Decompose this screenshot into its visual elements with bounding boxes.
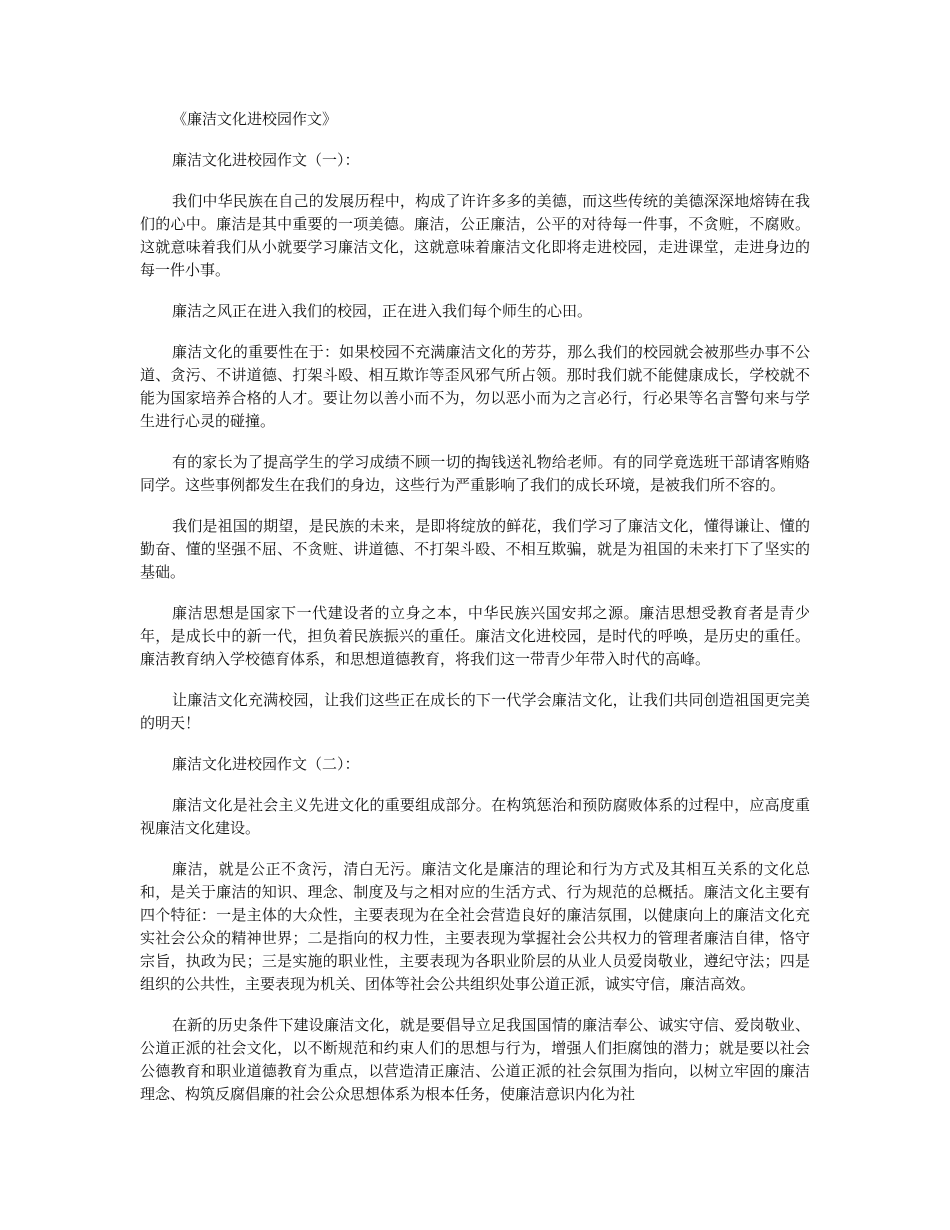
paragraph: 廉洁，就是公正不贪污，清白无污。廉洁文化是廉洁的理论和行为方式及其相互关系的文化总和，是关于廉洁的知识、理念、制度及与之相对应的生活方式、行为规范的总概括。廉洁文化主要有四个特征：一是主体的大众性，主要表现为在全社会营造良好的廉洁氛围，以健康向上的廉洁文化充实社会公众的精神世界；二是指向的权力性，主要表现为掌握社会公共权力的管理者廉洁自律，恪守宗旨，执政为民；三是实施的职业性，主要表现为各职业阶层的从业人员爱岗敬业，遵纪守法；四是组织的公共性，主要表现为机关、团体等社会公共组织处事公道正派，诚实守信，廉洁高效。 [140,860,810,993]
document-title: 《廉洁文化进校园作文》 [172,110,338,128]
section-heading-1: 廉洁文化进校园作文（一）： [172,151,360,169]
document-body [140,108,810,1124]
paragraph: 廉洁文化是社会主义先进文化的重要组成部分。在构筑惩治和预防腐败体系的过程中，应高度重视廉洁文化建设。 [140,796,810,837]
paragraph: 让廉洁文化充满校园，让我们这些正在成长的下一代学会廉洁文化，让我们共同创造祖国更完美的明天！ [140,691,810,732]
paragraph: 有的家长为了提高学生的学习成绩不顾一切的掏钱送礼物给老师。有的同学竟选班干部请客贿赂同学。这些事例都发生在我们的身边，这些行为严重影响了我们的成长环境，是被我们所不容的。 [140,453,810,494]
section-heading-2: 廉洁文化进校园作文（二）： [172,755,360,773]
paragraph: 廉洁之风正在进入我们的校园，正在进入我们每个师生的心田。 [172,302,593,320]
paragraph: 廉洁思想是国家下一代建设者的立身之本，中华民族兴国安邦之源。廉洁思想受教育者是青少年，是成长中的新一代，担负着民族振兴的重任。廉洁文化进校园，是时代的呼唤，是历史的重任。廉洁教育纳入学校德育体系，和思想道德教育，将我们这一带青少年带入时代的高峰。 [140,604,810,668]
paragraph: 在新的历史条件下建设廉洁文化，就是要倡导立足我国国情的廉洁奉公、诚实守信、爱岗敬业、公道正派的社会文化，以不断规范和约束人们的思想与行为，增强人们拒腐蚀的潜力；就是要以社会公德教育和职业道德教育为重点，以营造清正廉洁、公道正派的社会氛围为指向，以树立牢固的廉洁理念、构筑反腐倡廉的社会公众思想体系为根本任务，使廉洁意识内化为社 [140,1016,810,1103]
paragraph: 我们中华民族在自己的发展历程中，构成了许许多多的美德，而这些传统的美德深深地熔铸在我们的心中。廉洁是其中重要的一项美德。廉洁，公正廉洁，公平的对待每一件事，不贪赃，不腐败。这就意味着我们从小就要学习廉洁文化，这就意味着廉洁文化即将走进校园，走进课堂，走进身边的每一件小事。 [140,192,810,279]
paragraph: 廉洁文化的重要性在于：如果校园不充满廉洁文化的芳芬，那么我们的校园就会被那些办事不公道、贪污、不讲道德、打架斗殴、相互欺诈等歪风邪气所占领。那时我们就不能健康成长，学校就不能为国家培养合格的人才。要让勿以善小而不为，勿以恶小而为之言必行，行必果等名言警句来与学生进行心灵的碰撞。 [140,343,810,430]
paragraph: 我们是祖国的期望，是民族的未来，是即将绽放的鲜花，我们学习了廉洁文化，懂得谦让、懂的勤奋、懂的坚强不屈、不贪赃、讲道德、不打架斗殴、不相互欺骗，就是为祖国的未来打下了坚实的基础。 [140,517,810,581]
